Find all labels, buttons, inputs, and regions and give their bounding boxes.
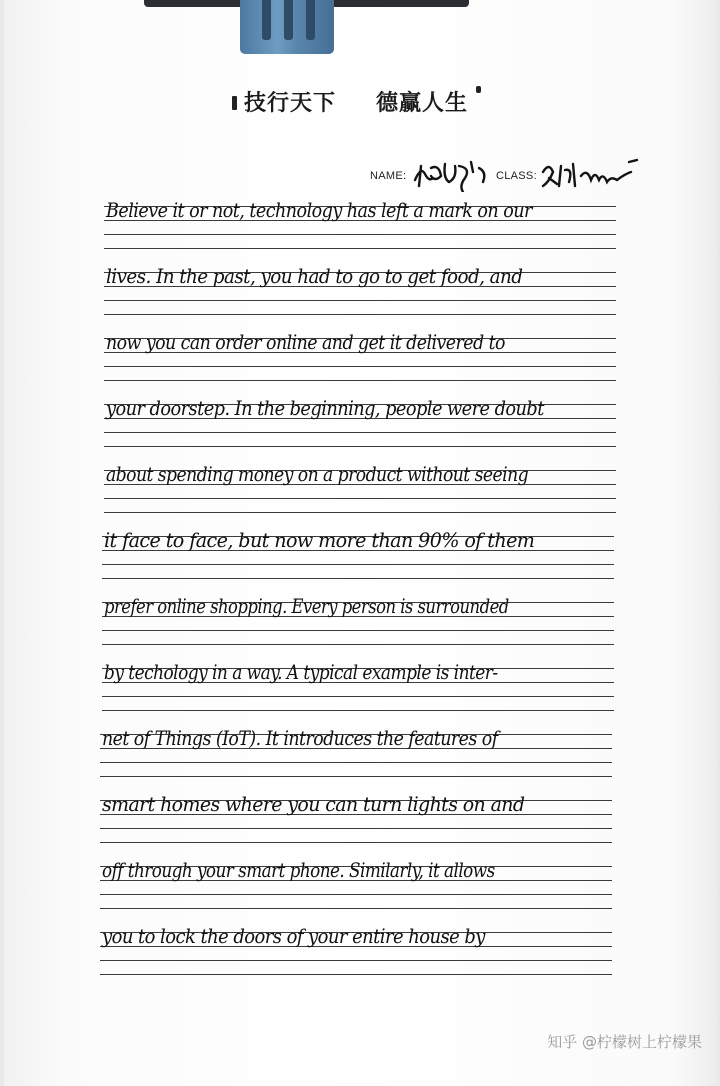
writing-line: [104, 198, 616, 264]
handwritten-line: lives. In the past, you had to go to get food, and: [106, 265, 523, 288]
clip-slot: [262, 0, 271, 40]
handwritten-line: Believe it or not, technology has left a mark on our: [106, 199, 532, 222]
handwritten-line: smart homes where you can turn lights on and: [102, 793, 525, 816]
paper-sheet: [4, 0, 718, 1086]
writing-line: [104, 330, 616, 396]
writing-line: [100, 726, 612, 792]
writing-line: [102, 528, 614, 594]
handwritten-line: now you can order online and get it delivered to: [106, 331, 505, 354]
writing-line: [100, 858, 612, 924]
motto-part-1: 技行天下: [244, 90, 337, 116]
class-signature: [539, 158, 649, 192]
writing-line: [102, 660, 614, 726]
clip-slot: [284, 0, 293, 40]
handwritten-line: by techology in a way. A typical example is inter-: [104, 661, 498, 684]
ink-mark: [476, 86, 481, 93]
class-label: CLASS:: [496, 170, 537, 182]
ink-mark: [232, 96, 237, 110]
handwritten-line: net of Things (IoT). It introduces the features of: [102, 727, 498, 750]
name-label: NAME:: [370, 170, 407, 182]
writing-line: [100, 924, 612, 990]
handwritten-line: it face to face, but now more than 90% of them: [104, 529, 535, 552]
writing-line: [100, 792, 612, 858]
student-info: [4, 158, 720, 198]
handwritten-line: prefer online shopping. Every person is surrounded: [104, 595, 509, 618]
clip-slot: [306, 0, 315, 40]
handwritten-line: off through your smart phone. Similarly, it allows: [102, 859, 495, 882]
writing-line: [104, 462, 616, 528]
writing-line: [104, 396, 616, 462]
handwritten-line: you to lock the doors of your entire house by: [102, 925, 485, 948]
motto-heading: [4, 86, 720, 122]
motto-part-2: 德赢人生: [376, 90, 469, 116]
writing-line: [102, 594, 614, 660]
writing-line: [104, 264, 616, 330]
handwritten-line: about spending money on a product without seeing: [106, 463, 529, 486]
name-signature: [409, 158, 499, 192]
binder-clip: [240, 0, 334, 54]
handwritten-line: your doorstep. In the beginning, people were doubt: [106, 397, 544, 420]
zhihu-watermark: 知乎 @柠檬树上柠檬果: [547, 1033, 702, 1051]
